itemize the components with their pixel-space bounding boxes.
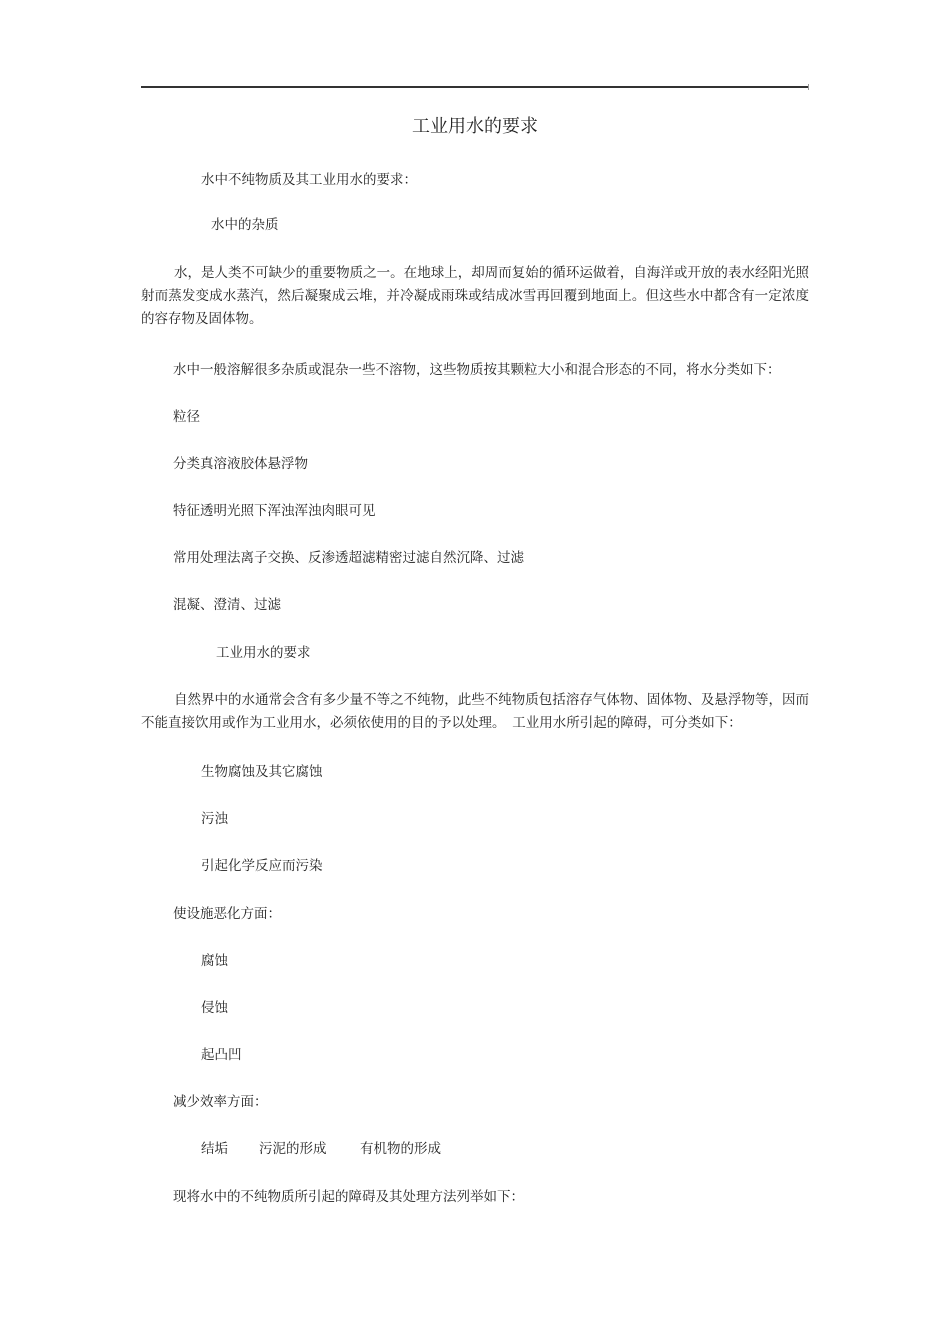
list-item-chemical-pollution: 引起化学反应而污染 <box>201 858 323 874</box>
header-rule-end-mark <box>808 84 809 90</box>
table-row-treatment: 常用处理法离子交换、反渗透超滤精密过滤自然沉降、过滤 <box>173 550 524 566</box>
intro-line: 水中不纯物质及其工业用水的要求： <box>201 172 417 188</box>
facility-deterioration-heading: 使设施恶化方面： <box>173 906 281 922</box>
efficiency-item-scaling: 结垢 <box>201 1141 228 1157</box>
table-row-category: 分类真溶液胶体悬浮物 <box>173 456 308 472</box>
header-rule <box>141 86 808 88</box>
list-item-fouling: 污浊 <box>201 811 228 827</box>
efficiency-reduction-heading: 减少效率方面： <box>173 1094 268 1110</box>
paragraph-classification: 水中一般溶解很多杂质或混杂一些不溶物，这些物质按其颗粒大小和混合形态的不同，将水分类如下： <box>173 362 781 378</box>
list-item-erosion: 侵蚀 <box>201 1000 228 1016</box>
table-row-treatment-continued: 混凝、澄清、过滤 <box>173 597 281 613</box>
closing-line: 现将水中的不纯物质所引起的障碍及其处理方法列举如下： <box>173 1189 524 1205</box>
list-item-pitting: 起凸凹 <box>201 1047 242 1063</box>
efficiency-item-organics: 有机物的形成 <box>360 1141 441 1157</box>
efficiency-item-sludge: 污泥的形成 <box>259 1141 327 1157</box>
section-heading-requirements: 工业用水的要求 <box>216 645 311 661</box>
document-title: 工业用水的要求 <box>412 116 538 137</box>
table-row-particle-size: 粒径 <box>173 409 200 425</box>
section-heading-impurities: 水中的杂质 <box>211 217 279 233</box>
list-item-bio-corrosion: 生物腐蚀及其它腐蚀 <box>201 764 323 780</box>
paragraph-water-cycle: 水，是人类不可缺少的重要物质之一。在地球上，却周而复始的循环运做着，自海洋或开放的表水经阳光照射而蒸发变成水蒸汽，然后凝聚成云堆，并冷凝成雨珠或结成冰雪再回覆到地面上。但这些水中都含有一定浓度的容存物及固体物。 <box>141 265 809 327</box>
list-item-corrosion: 腐蚀 <box>201 953 228 969</box>
table-row-feature: 特征透明光照下浑浊浑浊肉眼可见 <box>173 503 376 519</box>
paragraph-impurities-problems: 自然界中的水通常会含有多少量不等之不纯物，此些不纯物质包括溶存气体物、固体物、及悬浮物等，因而不能直接饮用或作为工业用水，必须依使用的目的予以处理。 工业用水所引起的障碍，可分类如下： <box>141 692 809 731</box>
